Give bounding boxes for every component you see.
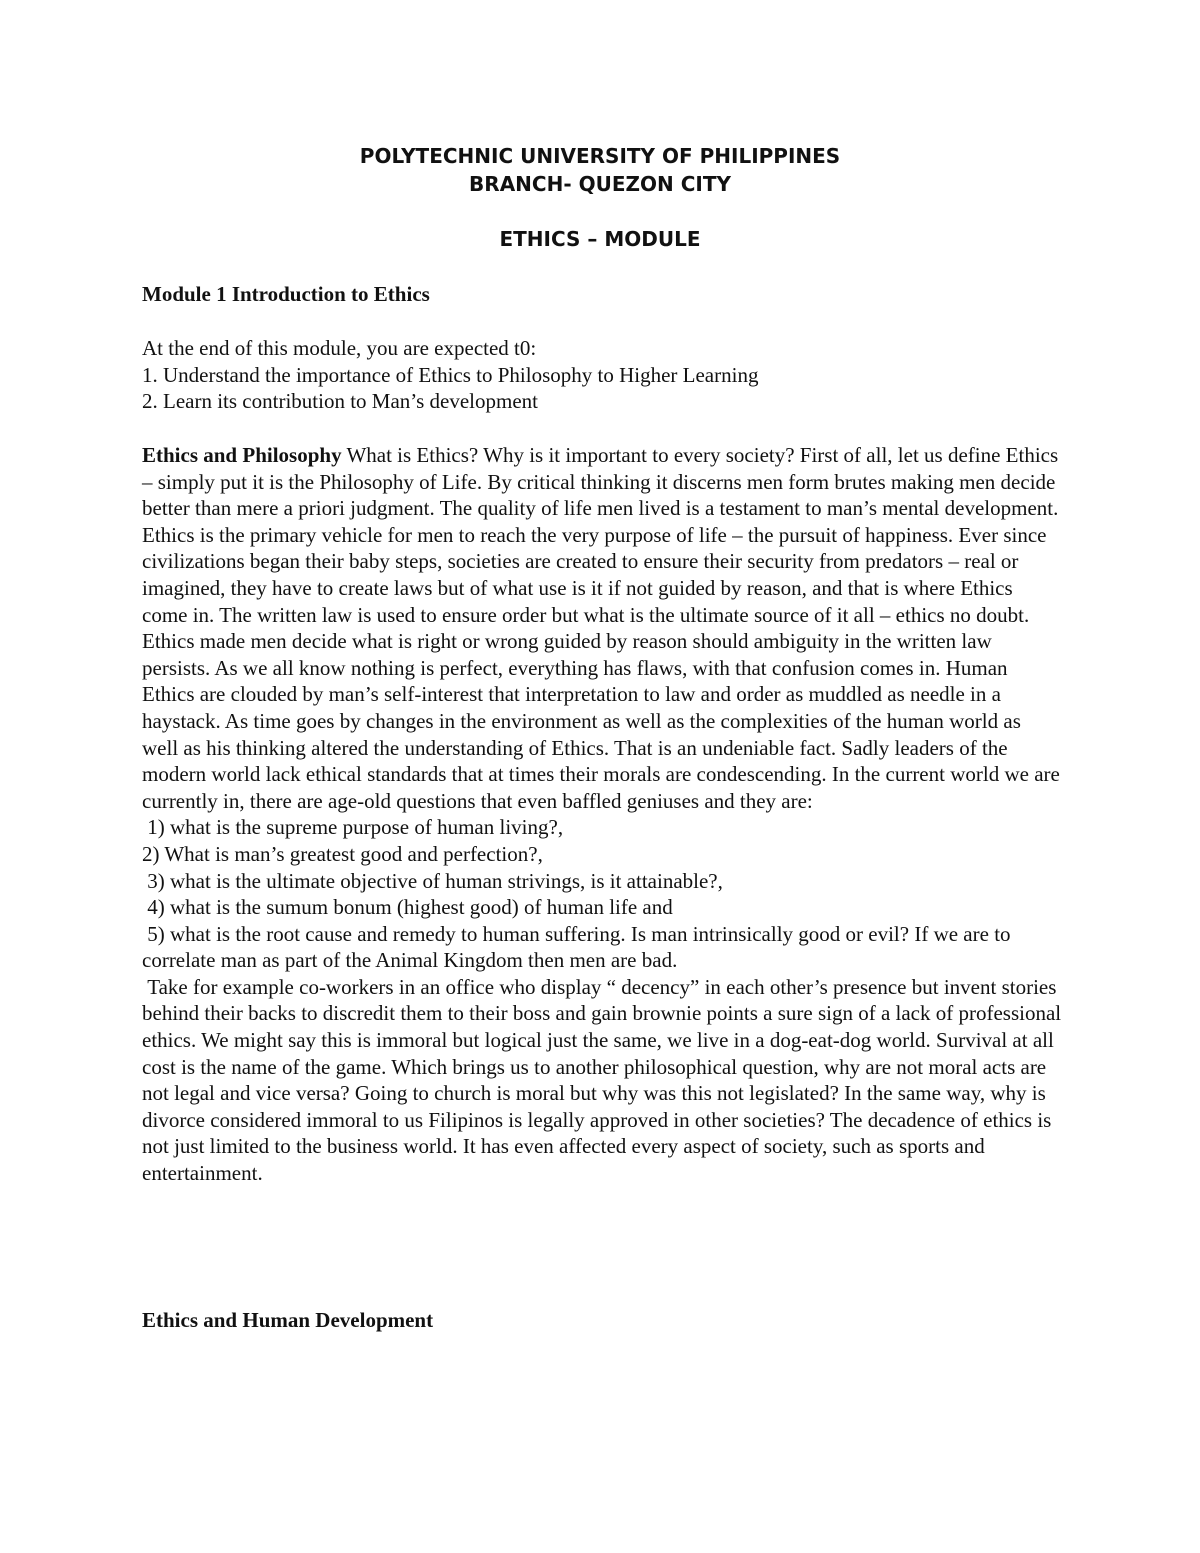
branch-title: BRANCH- QUEZON CITY — [469, 172, 731, 196]
question-item-2: 2) What is man’s greatest good and perfection?, — [142, 841, 543, 866]
university-title: POLYTECHNIC UNIVERSITY OF PHILIPPINES — [359, 144, 841, 168]
objectives-intro: At the end of this module, you are expected t0: — [142, 336, 537, 360]
question-item-3: 3) what is the ultimate objective of human strivings, is it attainable?, — [142, 868, 723, 893]
ethics-philosophy-section — [142, 442, 1067, 1187]
question-item-4: 4) what is the sumum bonum (highest good) of human life and — [142, 895, 673, 920]
ethics-philosophy-heading: Ethics and Philosophy — [142, 443, 342, 467]
ethics-development-heading: Ethics and Human Development — [142, 1308, 434, 1332]
question-item-5: 5) what is the root cause and remedy to human suffering. Is man intrinsically good or evil? If we are to correlate man as part of the Animal Kingdom then men are bad. — [142, 921, 1016, 973]
objectives-block — [142, 335, 1062, 415]
question-item-1: 1) what is the supreme purpose of human living?, — [142, 815, 564, 840]
objective-item-1: 1. Understand the importance of Ethics to Philosophy to Higher Learning — [142, 362, 759, 387]
coworkers-paragraph: Take for example co-workers in an office who display “ decency” in each other’s presence but invent stories behind their backs to discredit them to their boss and gain brownie points a sure sign of a lack of professional ethics. We might say this is immoral but logical just the same, we live in a dog-eat-dog world. Survival at all cost is the name of the game. Which brings us to another philosophical question, why are not moral acts are not legal and vice versa? Going to church is moral but why was this not legislated? In the same way, why is divorce considered immoral to us Filipinos is legally approved in other societies? The decadence of ethics is not just limited to the business world. It has even affected every aspect of society, such as sports and entertainment. — [142, 974, 1067, 1186]
ethics-philosophy-paragraph — [142, 442, 1062, 814]
module-title: ETHICS – MODULE — [499, 227, 701, 251]
module-heading: Module 1 Introduction to Ethics — [142, 282, 430, 306]
ethics-philosophy-text: What is Ethics? Why is it important to every society? First of all, let us define Ethics – simply put it is the Philosophy of Life. By critical thinking it discerns men form brutes making men decide better than mere a priori judgment. The quality of life men lived is a testament to man’s mental development. Ethics is the primary vehicle for men to reach the very purpose of life – the pursuit of happiness. Ever since civilizations began their baby steps, societies are created to ensure their security from predators – real or imagined, they have to create laws but of what use is it if not guided by reason, and that is where Ethics come in. The written law is used to ensure order but what is the ultimate source of it all – ethics no doubt. Ethics made men decide what is right or wrong guided by reason should ambiguity in the written law persists. As we all know nothing is perfect, everything has flaws, with that confusion comes in. Human Ethics are clouded by man’s self-interest that interpretation to law and order as muddled as needle in a haystack. As time goes by changes in the environment as well as the complexities of the human world as well as his thinking altered the understanding of Ethics. That is an undeniable fact. Sadly leaders of the modern world lack ethical standards that at times their morals are condescending. In the current world we are currently in, there are age-old questions that even baffled geniuses and they are: — [142, 443, 1060, 813]
objective-item-2: 2. Learn its contribution to Man’s development — [142, 389, 539, 414]
